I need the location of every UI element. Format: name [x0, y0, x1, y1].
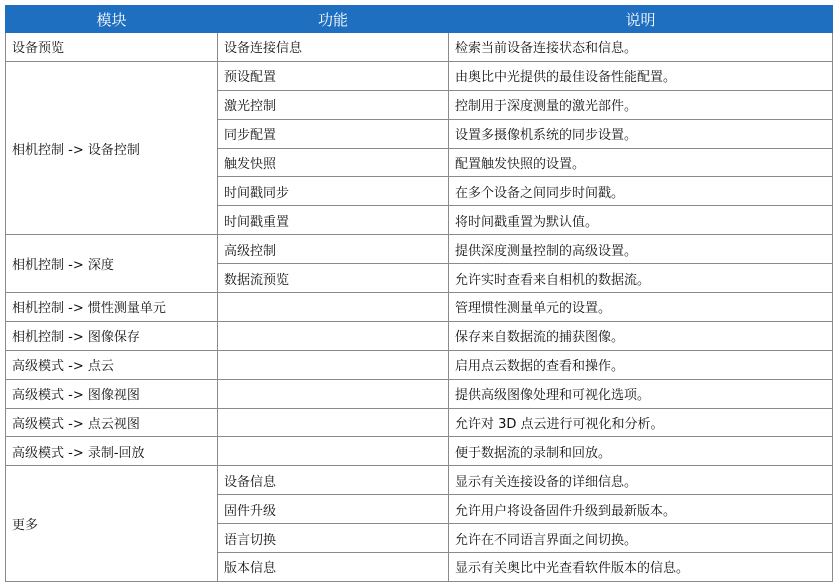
header-function: 功能 [218, 6, 449, 33]
function-cell: 同步配置 [218, 119, 449, 148]
header-module: 模块 [6, 6, 218, 33]
function-cell [218, 408, 449, 437]
function-cell: 激光控制 [218, 90, 449, 119]
function-cell: 时间戳同步 [218, 177, 449, 206]
module-cell: 高级模式 -> 图像视图 [6, 379, 218, 408]
function-cell [218, 379, 449, 408]
function-cell: 预设配置 [218, 61, 449, 90]
description-cell: 显示有关奥比中光查看软件版本的信息。 [449, 553, 833, 582]
description-cell: 由奥比中光提供的最佳设备性能配置。 [449, 61, 833, 90]
description-cell: 便于数据流的录制和回放。 [449, 437, 833, 466]
feature-table [5, 5, 833, 582]
function-cell [218, 437, 449, 466]
module-cell: 相机控制 -> 惯性测量单元 [6, 293, 218, 322]
table-row [6, 321, 833, 350]
module-cell: 高级模式 -> 录制-回放 [6, 437, 218, 466]
table-row [6, 350, 833, 379]
table-row [6, 293, 833, 322]
function-cell: 时间戳重置 [218, 206, 449, 235]
function-cell [218, 293, 449, 322]
function-cell [218, 350, 449, 379]
module-cell: 高级模式 -> 点云 [6, 350, 218, 379]
table-body [6, 33, 833, 582]
description-cell: 启用点云数据的查看和操作。 [449, 350, 833, 379]
table-row [6, 437, 833, 466]
description-cell: 将时间戳重置为默认值。 [449, 206, 833, 235]
description-cell: 管理惯性测量单元的设置。 [449, 293, 833, 322]
description-cell: 允许实时查看来自相机的数据流。 [449, 264, 833, 293]
function-cell: 固件升级 [218, 495, 449, 524]
module-cell: 相机控制 -> 图像保存 [6, 321, 218, 350]
table-row [6, 235, 833, 264]
module-cell: 相机控制 -> 深度 [6, 235, 218, 293]
description-cell: 设置多摄像机系统的同步设置。 [449, 119, 833, 148]
function-cell: 高级控制 [218, 235, 449, 264]
description-cell: 检索当前设备连接状态和信息。 [449, 33, 833, 62]
description-cell: 提供深度测量控制的高级设置。 [449, 235, 833, 264]
table-row [6, 466, 833, 495]
module-cell: 设备预览 [6, 33, 218, 62]
description-cell: 在多个设备之间同步时间戳。 [449, 177, 833, 206]
description-cell: 保存来自数据流的捕获图像。 [449, 321, 833, 350]
description-cell: 显示有关连接设备的详细信息。 [449, 466, 833, 495]
description-cell: 允许对 3D 点云进行可视化和分析。 [449, 408, 833, 437]
module-cell: 更多 [6, 466, 218, 582]
table-row [6, 379, 833, 408]
function-cell: 数据流预览 [218, 264, 449, 293]
description-cell: 配置触发快照的设置。 [449, 148, 833, 177]
function-cell: 语言切换 [218, 524, 449, 553]
table-row [6, 33, 833, 62]
table-row [6, 408, 833, 437]
function-cell: 设备连接信息 [218, 33, 449, 62]
description-cell: 控制用于深度测量的激光部件。 [449, 90, 833, 119]
function-cell [218, 321, 449, 350]
function-cell: 触发快照 [218, 148, 449, 177]
module-cell: 相机控制 -> 设备控制 [6, 61, 218, 234]
table-header-row [6, 6, 833, 33]
function-cell: 设备信息 [218, 466, 449, 495]
table-row [6, 61, 833, 90]
description-cell: 允许用户将设备固件升级到最新版本。 [449, 495, 833, 524]
function-cell: 版本信息 [218, 553, 449, 582]
description-cell: 提供高级图像处理和可视化选项。 [449, 379, 833, 408]
description-cell: 允许在不同语言界面之间切换。 [449, 524, 833, 553]
header-description: 说明 [449, 6, 833, 33]
module-cell: 高级模式 -> 点云视图 [6, 408, 218, 437]
